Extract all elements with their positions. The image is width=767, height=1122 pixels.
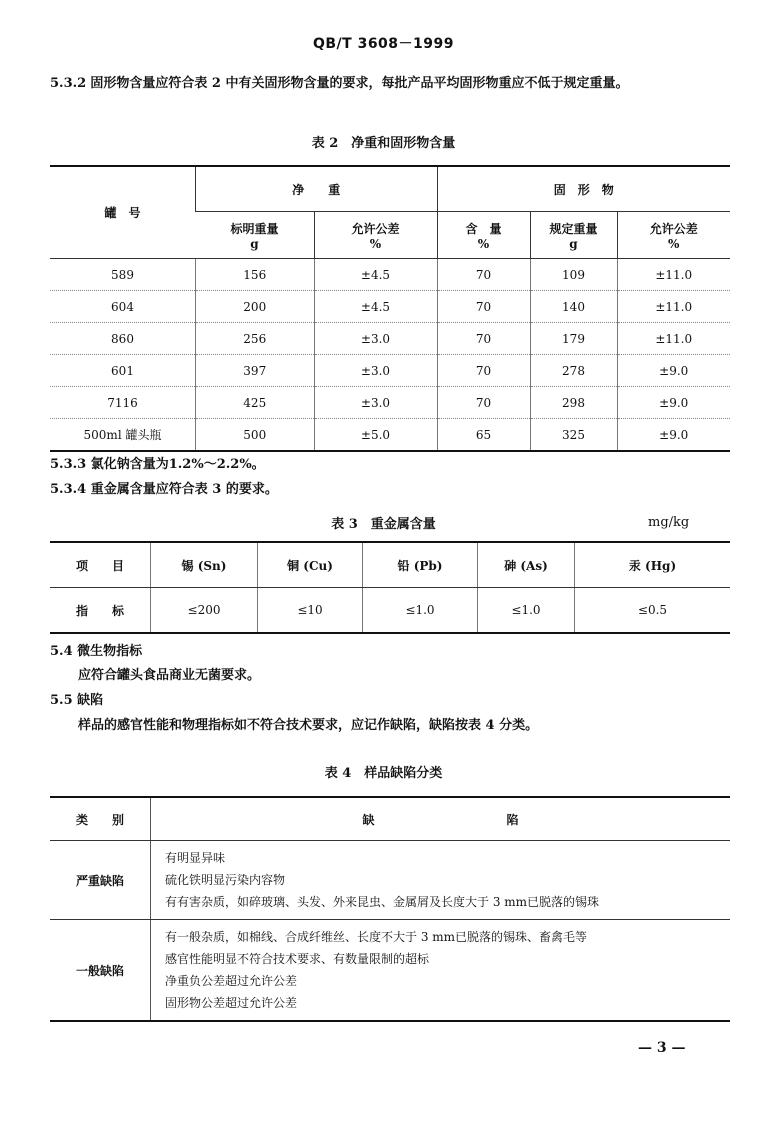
cell-solid-tolerance: ±11.0 — [617, 259, 730, 291]
list-item: 感官性能明显不符合技术要求、有数量限制的超标 — [165, 952, 430, 966]
clause-text: 固形物含量应符合表 2 中有关固形物含量的要求，每批产品平均固形物重应不低于规定重量。 — [90, 76, 629, 91]
cell-can: 601 — [50, 355, 196, 387]
cell-content: 70 — [437, 387, 530, 419]
cell-net-tolerance: ±5.0 — [314, 419, 437, 452]
cell-solid-tolerance: ±9.0 — [617, 419, 730, 452]
header-category: 类 别 — [50, 797, 151, 841]
cell-spec-weight: 109 — [530, 259, 617, 291]
cell-cu: ≤10 — [258, 588, 363, 634]
cell-solid-tolerance: ±9.0 — [617, 355, 730, 387]
section-number: 5.4 — [50, 644, 73, 659]
section-5-5-title — [50, 689, 730, 713]
header-solid: 固 形 物 — [437, 166, 730, 212]
header-net-weight: 标明重量 g — [196, 212, 315, 259]
clause-number: 5.3.4 — [50, 482, 87, 497]
header-net-tolerance: 允许公差 % — [314, 212, 437, 259]
cell-hg: ≤0.5 — [575, 588, 731, 634]
table-row — [50, 259, 730, 291]
serious-defect-label: 严重缺陷 — [50, 841, 151, 920]
cell-net-tolerance: ±3.0 — [314, 355, 437, 387]
header-as: 砷 (As) — [478, 542, 575, 588]
table-row — [50, 387, 730, 419]
cell-content: 65 — [437, 419, 530, 452]
cell-as: ≤1.0 — [478, 588, 575, 634]
cell-content: 70 — [437, 291, 530, 323]
cell-sn: ≤200 — [151, 588, 258, 634]
list-item: 有明显异味 — [165, 851, 226, 865]
section-5-4-title — [50, 640, 730, 664]
table-row — [50, 355, 730, 387]
header-content: 含 量 % — [437, 212, 530, 259]
cell-net-tolerance: ±4.5 — [314, 259, 437, 291]
header-hg: 汞 (Hg) — [575, 542, 731, 588]
list-item: 有有害杂质，如碎玻璃、头发、外来昆虫、金属屑及长度大于 3 mm已脱落的锡珠 — [165, 895, 600, 909]
cell-net-tolerance: ±3.0 — [314, 323, 437, 355]
list-item: 净重负公差超过允许公差 — [165, 974, 298, 988]
cell-solid-tolerance: ±9.0 — [617, 387, 730, 419]
serious-defect-list — [151, 841, 731, 920]
cell-spec-weight: 140 — [530, 291, 617, 323]
table4 — [50, 796, 730, 1022]
general-defect-label: 一般缺陷 — [50, 920, 151, 1022]
cell-can: 500ml 罐头瓶 — [50, 419, 196, 452]
cell-spec-weight: 298 — [530, 387, 617, 419]
clause-5-3-4 — [50, 478, 730, 502]
table3-unit: mg/kg — [648, 515, 690, 530]
section-5-5-text: 样品的感官性能和物理指标如不符合技术要求，应记作缺陷，缺陷按表 4 分类。 — [78, 718, 539, 733]
section-5-4-text: 应符合罐头食品商业无菌要求。 — [78, 668, 261, 683]
clause-number: 5.3.3 — [50, 457, 87, 472]
cell-content: 70 — [437, 355, 530, 387]
header-net: 净 重 — [196, 166, 438, 212]
section-number: 5.5 — [50, 693, 73, 708]
page-number: — 3 — — [638, 1040, 686, 1056]
clause-text: 重金属含量应符合表 3 的要求。 — [90, 482, 278, 497]
cell-content: 70 — [437, 323, 530, 355]
cell-net-tolerance: ±3.0 — [314, 387, 437, 419]
header-cu: 铜 (Cu) — [258, 542, 363, 588]
cell-spec-weight: 179 — [530, 323, 617, 355]
cell-can: 589 — [50, 259, 196, 291]
document-header: QB/T 3608－1999 — [312, 36, 455, 52]
clause-5-3-3 — [50, 453, 730, 477]
cell-net-weight: 156 — [196, 259, 315, 291]
general-defect-list — [151, 920, 731, 1022]
clause-number: 5.3.2 — [50, 76, 87, 91]
header-sn: 锡 (Sn) — [151, 542, 258, 588]
table-row — [50, 291, 730, 323]
header-pb: 铅 (Pb) — [363, 542, 478, 588]
header-solid-tolerance: 允许公差 % — [617, 212, 730, 259]
section-title: 微生物指标 — [77, 644, 143, 659]
header-spec-weight: 规定重量 g — [530, 212, 617, 259]
table2 — [50, 165, 730, 452]
cell-solid-tolerance: ±11.0 — [617, 291, 730, 323]
table3 — [50, 541, 730, 634]
cell-net-weight: 500 — [196, 419, 315, 452]
table-row — [50, 323, 730, 355]
header-defect: 缺 陷 — [151, 797, 731, 841]
cell-indicator-label: 指 标 — [75, 603, 124, 618]
cell-net-weight: 397 — [196, 355, 315, 387]
cell-content: 70 — [437, 259, 530, 291]
clause-text: 氯化钠含量为1.2%～2.2%。 — [90, 457, 265, 472]
cell-net-tolerance: ±4.5 — [314, 291, 437, 323]
table3-caption: 表 3 重金属含量 — [331, 517, 436, 532]
header-item: 项 目 — [50, 542, 151, 588]
table2-caption: 表 2 净重和固形物含量 — [311, 136, 456, 151]
list-item: 固形物公差超过允许公差 — [165, 996, 298, 1010]
cell-spec-weight: 325 — [530, 419, 617, 452]
table4-caption: 表 4 样品缺陷分类 — [324, 766, 443, 781]
list-item: 硫化铁明显污染内容物 — [165, 873, 286, 887]
cell-spec-weight: 278 — [530, 355, 617, 387]
cell-can: 860 — [50, 323, 196, 355]
cell-solid-tolerance: ±11.0 — [617, 323, 730, 355]
cell-net-weight: 200 — [196, 291, 315, 323]
table-row — [50, 419, 730, 452]
list-item: 有一般杂质，如棉线、合成纤维丝、长度不大于 3 mm已脱落的锡珠、畜禽毛等 — [165, 930, 588, 944]
section-title: 缺陷 — [77, 693, 104, 708]
header-can: 罐 号 — [50, 166, 196, 259]
cell-net-weight: 256 — [196, 323, 315, 355]
clause-5-3-2 — [50, 72, 730, 96]
cell-pb: ≤1.0 — [363, 588, 478, 634]
cell-can: 604 — [50, 291, 196, 323]
cell-net-weight: 425 — [196, 387, 315, 419]
cell-can: 7116 — [50, 387, 196, 419]
